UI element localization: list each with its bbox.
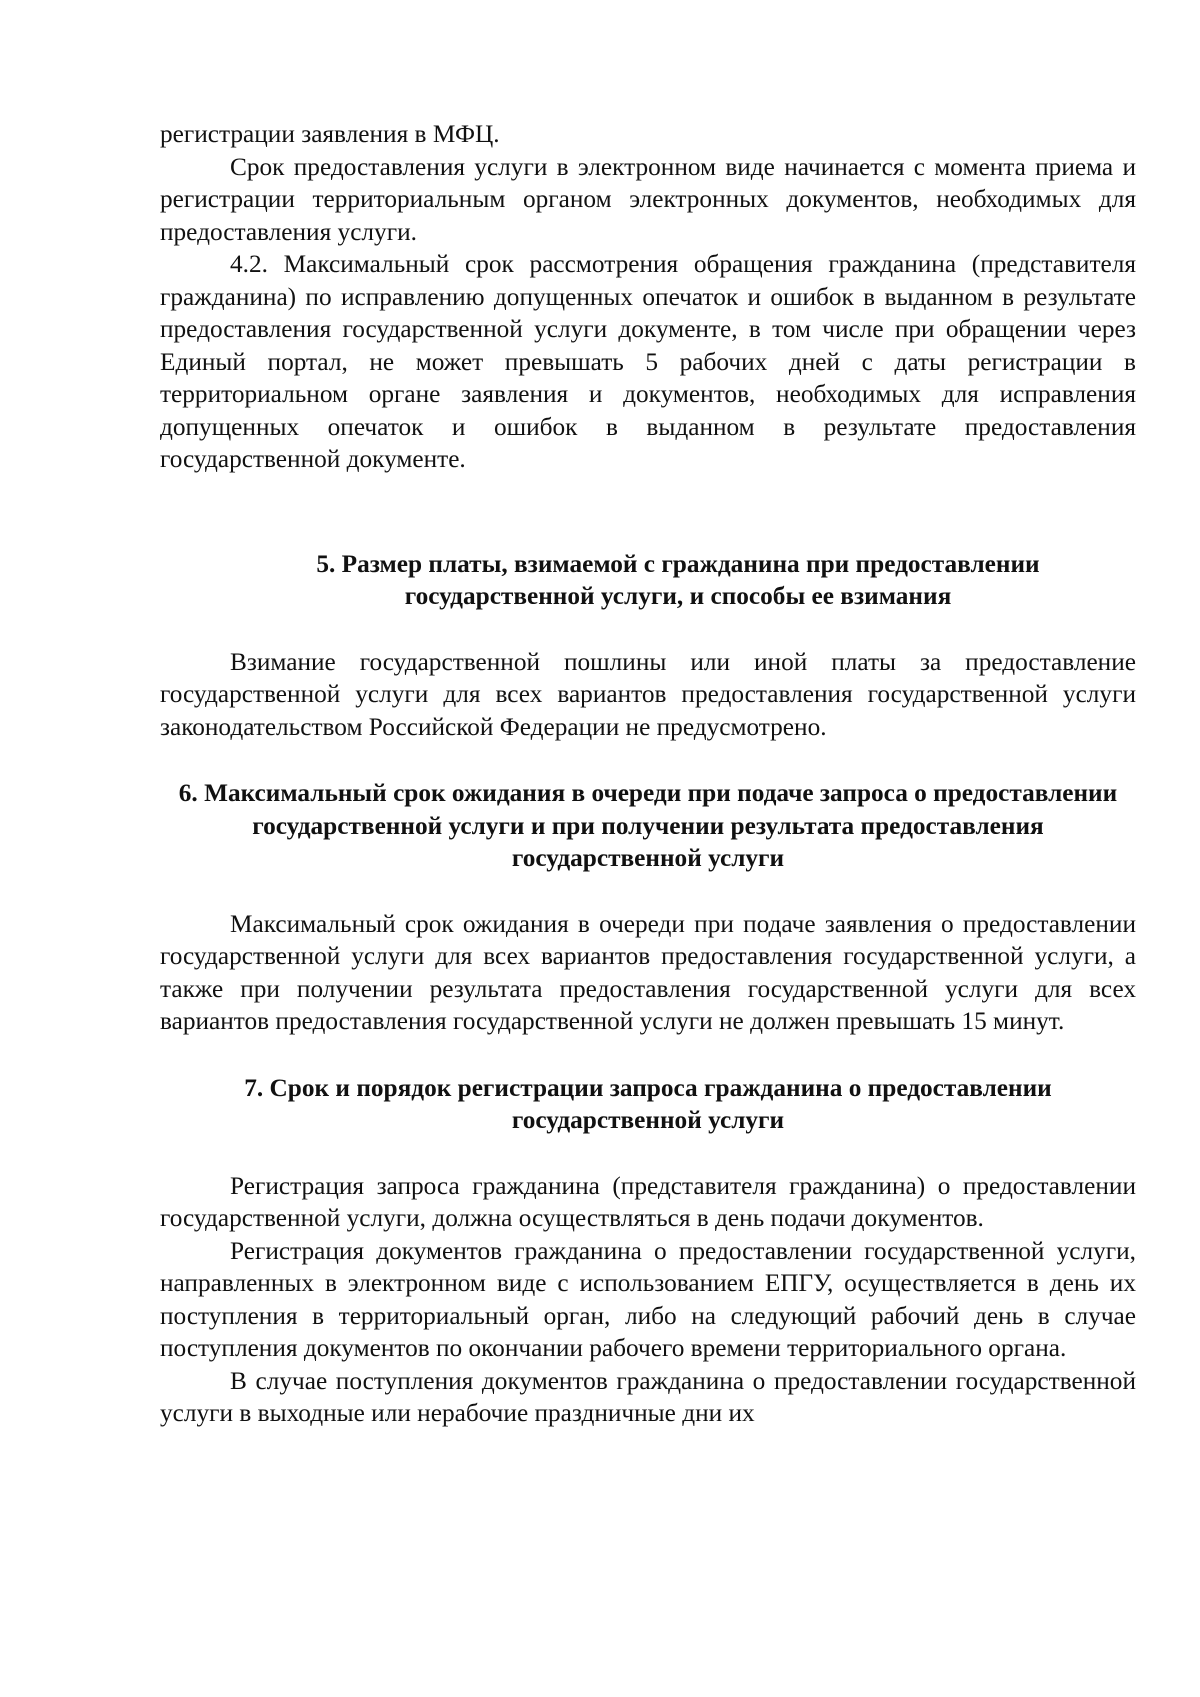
paragraph-intro-2: Срок предоставления услуги в электронном виде начинается с момента приема и регистрации территориальным органом электронных документов, необходимых для предоставления услуги.	[160, 152, 1136, 246]
section-7-heading: 7. Срок и порядок регистрации запроса гражданина о предоставлении государственной услуги	[244, 1073, 1052, 1134]
paragraph-intro-1: регистрации заявления в МФЦ.	[160, 120, 500, 148]
section-5-heading: 5. Размер платы, взимаемой с гражданина при предоставлении государственной услуги, и способы ее взимания	[316, 549, 1040, 610]
section-6-paragraph-1: Максимальный срок ожидания в очереди при подаче заявления о предоставлении государственной услуги для всех вариантов предоставления государственной услуги, а также при получении результата предоставления государственной услуги для всех вариантов предоставления государственной услуги не должен превышать 15 минут.	[160, 909, 1136, 1035]
section-5-paragraph-1: Взимание государственной пошлины или иной платы за предоставление государственной услуги для всех вариантов предоставления государственной услуги законодательством Российской Федерации не предусмотрено.	[160, 647, 1136, 741]
section-7-paragraph-3: В случае поступления документов гражданина о предоставлении государственной услуги в выходные или нерабочие праздничные дни их	[160, 1366, 1136, 1427]
paragraph-intro-3: 4.2. Максимальный срок рассмотрения обращения гражданина (представителя гражданина) по исправлению допущенных опечаток и ошибок в выданном в результате предоставления государственной услуги документе, в том числе при обращении через Единый портал, не может превышать 5 рабочих дней с даты регистрации в территориальном органе заявления и документов, необходимых для исправления допущенных опечаток и ошибок в выданном в результате предоставления государственной документе.	[160, 250, 1136, 473]
section-7-paragraph-2: Регистрация документов гражданина о предоставлении государственной услуги, направленных в электронном виде с использованием ЕПГУ, осуществляется в день их поступления в территориальный орган, либо на следующий рабочий день в случае поступления документов по окончании рабочего времени территориального органа.	[160, 1236, 1136, 1362]
section-7-paragraph-1: Регистрация запроса гражданина (представителя гражданина) о предоставлении государственной услуги, должна осуществляться в день подачи документов.	[160, 1171, 1136, 1232]
document-page	[160, 118, 1136, 1430]
section-6-heading: 6. Максимальный срок ожидания в очереди при подаче запроса о предоставлении государственной услуги и при получении результата предоставления государственной услуги	[178, 779, 1118, 872]
